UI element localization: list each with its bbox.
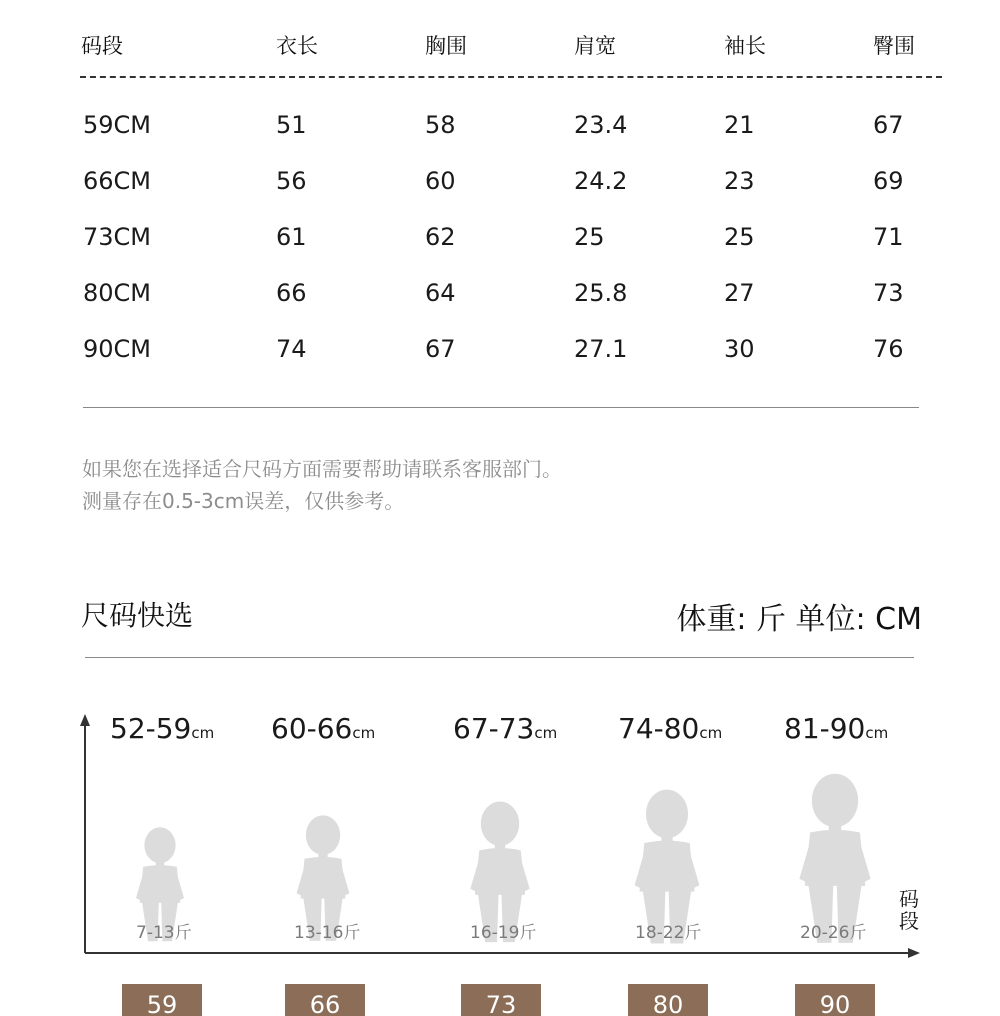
height-range-value: 52-59 xyxy=(110,712,192,745)
cell-size: 73CM xyxy=(83,223,152,251)
height-range-value: 81-90 xyxy=(784,712,866,745)
header-sleeve: 袖长 xyxy=(724,34,766,58)
size-button[interactable]: 59 xyxy=(122,984,202,1016)
cell-chest: 58 xyxy=(425,111,456,139)
cell-size: 59CM xyxy=(83,111,152,139)
height-range xyxy=(784,712,888,745)
cell-length: 66 xyxy=(276,279,307,307)
height-range xyxy=(271,712,375,745)
weight-range: 20-26斤 xyxy=(800,923,867,943)
quick-select-title: 尺码快选 xyxy=(81,599,194,632)
weight-range: 18-22斤 xyxy=(635,923,702,943)
weight-range: 16-19斤 xyxy=(470,923,537,943)
cell-shoulder: 24.2 xyxy=(574,167,628,195)
cell-shoulder: 23.4 xyxy=(574,111,628,139)
cell-sleeve: 27 xyxy=(724,279,755,307)
cell-size: 66CM xyxy=(83,167,152,195)
size-button[interactable]: 80 xyxy=(628,984,708,1016)
cell-shoulder: 25 xyxy=(574,223,605,251)
weight-range: 7-13斤 xyxy=(136,923,192,943)
error-note: 测量存在0.5-3cm误差，仅供参考。 xyxy=(82,489,405,513)
axis-label-size: 码段 xyxy=(899,887,919,933)
cell-shoulder: 27.1 xyxy=(574,335,628,363)
height-range-unit: cm xyxy=(191,724,215,742)
size-button[interactable]: 73 xyxy=(461,984,541,1016)
height-range-value: 74-80 xyxy=(618,712,700,745)
y-axis-arrow-icon xyxy=(80,714,90,953)
cell-sleeve: 30 xyxy=(724,335,755,363)
cell-hip: 76 xyxy=(873,335,904,363)
size-button[interactable]: 66 xyxy=(285,984,365,1016)
height-range-value: 67-73 xyxy=(453,712,535,745)
cell-length: 74 xyxy=(276,335,307,363)
height-range xyxy=(110,712,214,745)
height-range-unit: cm xyxy=(534,724,558,742)
height-range-unit: cm xyxy=(865,724,889,742)
cell-length: 51 xyxy=(276,111,307,139)
cell-hip: 71 xyxy=(873,223,904,251)
header-shoulder: 肩宽 xyxy=(574,34,616,58)
cell-sleeve: 23 xyxy=(724,167,755,195)
cell-hip: 73 xyxy=(873,279,904,307)
header-size: 码段 xyxy=(81,34,123,58)
size-button[interactable]: 90 xyxy=(795,984,875,1016)
height-range xyxy=(618,712,722,745)
cell-length: 61 xyxy=(276,223,307,251)
cell-length: 56 xyxy=(276,167,307,195)
header-chest: 胸围 xyxy=(425,34,467,58)
cell-hip: 69 xyxy=(873,167,904,195)
help-note: 如果您在选择适合尺码方面需要帮助请联系客服部门。 xyxy=(82,457,562,481)
cell-size: 80CM xyxy=(83,279,152,307)
cell-size: 90CM xyxy=(83,335,152,363)
unit-legend: 体重: 斤 单位: CM xyxy=(676,602,922,637)
cell-sleeve: 21 xyxy=(724,111,755,139)
height-range-value: 60-66 xyxy=(271,712,353,745)
height-range-unit: cm xyxy=(699,724,723,742)
height-range xyxy=(453,712,557,745)
height-range-unit: cm xyxy=(352,724,376,742)
header-hip: 臀围 xyxy=(873,34,915,58)
cell-chest: 67 xyxy=(425,335,456,363)
cell-chest: 62 xyxy=(425,223,456,251)
cell-shoulder: 25.8 xyxy=(574,279,628,307)
weight-range: 13-16斤 xyxy=(294,923,361,943)
cell-chest: 64 xyxy=(425,279,456,307)
cell-hip: 67 xyxy=(873,111,904,139)
header-length: 衣长 xyxy=(276,34,318,58)
cell-chest: 60 xyxy=(425,167,456,195)
cell-sleeve: 25 xyxy=(724,223,755,251)
